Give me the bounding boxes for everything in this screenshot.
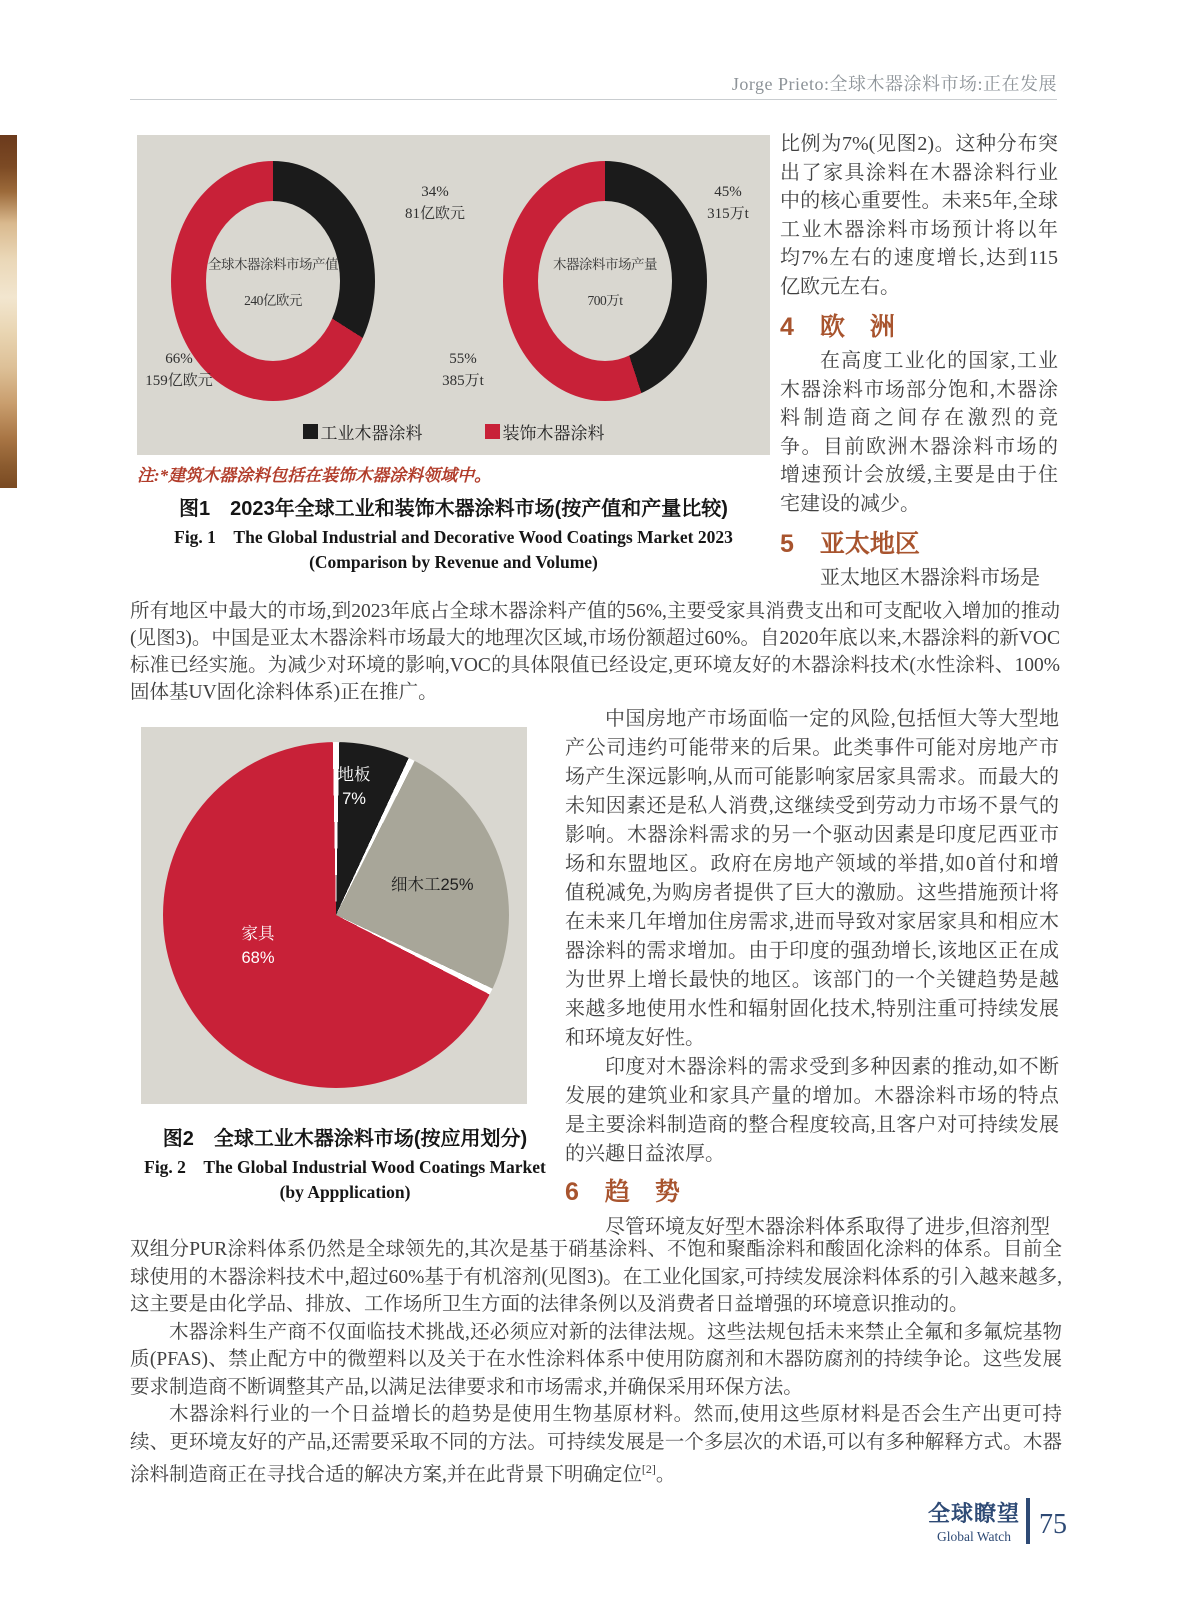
journal-brand: [928, 1497, 1020, 1545]
section-4-title: 欧 洲: [819, 313, 895, 341]
wood-photo-strip: [0, 135, 17, 488]
volume-decorative-label: 55% 385万t: [442, 351, 484, 389]
figure1-caption-cn: 图1 2023年全球工业和装饰木器涂料市场(按产值和产量比较): [179, 498, 728, 520]
figure1-footnote: 注:*建筑木器涂料包括在装饰木器涂料领域中。: [137, 466, 492, 485]
black-swatch-icon: [303, 424, 318, 439]
right-column-upper: [780, 130, 1058, 593]
pie-label-flooring: 地板 7%: [337, 766, 371, 808]
donut-volume-total: 700万t: [587, 293, 623, 308]
legend-item-decorative: [485, 419, 605, 444]
revenue-decorative-label: 66% 159亿欧元: [145, 351, 213, 389]
section-5-title: 亚太地区: [819, 530, 920, 558]
figure1-chart-area: [137, 135, 770, 455]
running-head: Jorge Prieto:全球木器涂料市场:正在发展: [731, 74, 1057, 94]
section-6-heading: [565, 1175, 1059, 1209]
section-4-body: 在高度工业化的国家,工业木器涂料市场部分饱和,木器涂料制造商之间存在激烈的竞争。目前欧洲木器涂料市场的增速预计会放缓,主要是由于住宅建设的减少。: [780, 350, 1058, 515]
paragraph-china-real-estate: 中国房地产市场面临一定的风险,包括恒大等大型地产公司违约可能带来的后果。此类事件可能对房地产市场产生深远影响,从而可能影响家居家具需求。而最大的未知因素还是私人消费,这继续受到劳动力市场不景气的影响。木器涂料需求的另一个驱动因素是印度尼西亚市场和东盟地区。政府在房地产领域的举措,如0首付和增值税减免,为购房者提供了巨大的激励。这些措施预计将在未来几年增加住房需求,进而导致对家居家具和相应木器涂料的需求增加。由于印度的强劲增长,该地区正在成为世界上增长最快的地区。该部门的一个关键趋势是越来越多地使用水性和辐射固化技术,特别注重可持续发展和环境友好性。: [565, 708, 1059, 1049]
figure2-caption-cn: 图2 全球工业木器涂料市场(按应用划分): [162, 1128, 528, 1150]
paragraph-india-demand: 印度对木器涂料的需求受到多种因素的推动,如不断发展的建筑业和家具产量的增加。木器涂料市场的特点是主要涂料制造商的整合程度较高,且客户对可持续发展的兴趣日益浓厚。: [565, 1056, 1059, 1165]
legend-item-industrial: [303, 419, 423, 444]
pie-label-furniture: 家具 68%: [241, 925, 275, 967]
donut-revenue-center-label: [206, 201, 340, 361]
pie-label-joinery: 细木工25%: [391, 876, 474, 894]
figure1-legend: [137, 419, 770, 444]
journal-brand-cn: 全球瞭望: [927, 1501, 1020, 1526]
section-5-heading: [780, 527, 1058, 561]
section-6-title: 趋 势: [604, 1178, 680, 1206]
legend-decorative-label: 装饰木器涂料: [502, 424, 605, 443]
paragraph: 比例为7%(见图2)。这种分布突出了家具涂料在木器涂料行业中的核心重要性。未来5年,全球工业木器涂料市场预计将以年均7%左右的速度增长,达到115亿欧元左右。: [780, 133, 1058, 298]
volume-industrial-label: 45% 315万t: [707, 184, 749, 222]
section-6-number: 6: [565, 1178, 579, 1206]
journal-brand-en: Global Watch: [936, 1529, 1011, 1544]
paragraph-asia-pacific: 所有地区中最大的市场,到2023年底占全球木器涂料产值的56%,主要受家具消费支出和可支配收入增加的推动(见图3)。中国是亚太木器涂料市场最大的地理次区域,市场份额超过60%。自2020年底以来,木器涂料的新VOC标准已经实施。为减少对环境的影响,VOC的具体限值已经设定,更环境友好的木器涂料技术(水性涂料、100%固体基UV固化涂料体系)正在推广。: [130, 601, 1060, 703]
figure1-caption-en-sub: (Comparison by Revenue and Volume): [309, 552, 598, 572]
figure2-caption-en-sub: (by Appplication): [279, 1182, 411, 1202]
paragraph-biobased: 木器涂料行业的一个日益增长的趋势是使用生物基原材料。然而,使用这些原材料是否会生产出更可持续、更环境友好的产品,还需要采取不同的方法。可持续发展是一个多层次的术语,可以有多种解释方式。木器涂料制造商正在寻找合适的解决方案,并在此背景下明确定位[2]。: [130, 1404, 1062, 1486]
figure2-chart-area: [141, 727, 527, 1104]
donut-chart-volume: [503, 161, 707, 401]
figure2-caption-en: Fig. 2 The Global Industrial Wood Coatings Market: [144, 1157, 546, 1177]
donut-volume-title: 木器涂料市场产量: [553, 257, 657, 272]
header-rule: [130, 99, 1057, 100]
section-6-lead: 尽管环境友好型木器涂料体系取得了进步,但溶剂型: [605, 1216, 1050, 1238]
section-5-number: 5: [780, 530, 794, 558]
paragraph-regulations: 木器涂料生产商不仅面临技术挑战,还必须应对新的法律法规。这些法规包括未来禁止全氟和多氟烷基物质(PFAS)、禁止配方中的微塑料以及关于在水性涂料体系中使用防腐剂和木器防腐剂的持续争论。这些发展要求制造商不断调整其产品,以满足法律要求和市场需求,并确保采用环保方法。: [130, 1321, 1062, 1398]
footer-divider: [1026, 1498, 1030, 1544]
donut-volume-center-label: [538, 201, 672, 361]
section-4-heading: [780, 310, 1058, 344]
donut-revenue-total: 240亿欧元: [244, 293, 302, 308]
figure1-caption-en: Fig. 1 The Global Industrial and Decorative Wood Coatings Market 2023: [174, 527, 733, 547]
paragraph-trends-continuation: 双组分PUR涂料体系仍然是全球领先的,其次是基于硝基涂料、不饱和聚酯涂料和酸固化涂料的体系。目前全球使用的木器涂料技术中,超过60%基于有机溶剂(见图3)。在工业化国家,可持续发展涂料体系的引入越来越多,这主要是由化学品、排放、工作场所卫生方面的法律条例以及消费者日益增强的环境意识推动的。: [130, 1239, 1062, 1315]
revenue-industrial-label: 34% 81亿欧元: [404, 184, 465, 222]
section-4-number: 4: [780, 313, 794, 341]
page-footer: [928, 1497, 1067, 1545]
red-swatch-icon: [485, 424, 500, 439]
page-number: 75: [1039, 1509, 1067, 1540]
donut-revenue-title: 全球木器涂料市场产值: [208, 257, 338, 272]
section-5-lead: 亚太地区木器涂料市场是: [820, 567, 1040, 589]
bottom-paragraph-block: [130, 1236, 1062, 1489]
right-column-lower: [565, 705, 1059, 1242]
reference-marker: [2]: [641, 1462, 656, 1476]
legend-industrial-label: 工业木器涂料: [320, 424, 423, 443]
